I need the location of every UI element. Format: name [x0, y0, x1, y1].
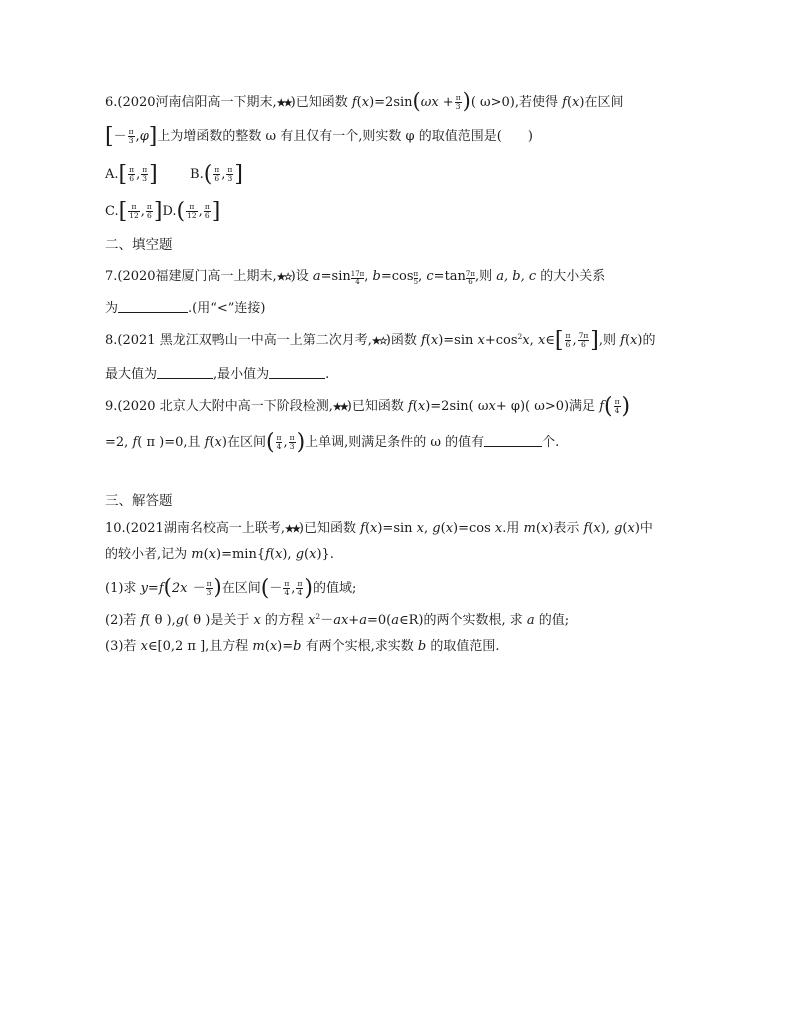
- section-answer-questions: 三、解答题: [105, 493, 173, 509]
- section-fill-in: 二、填空题: [105, 237, 173, 253]
- q6-options-ab: [105, 162, 243, 187]
- q7-line1: 7.(2020福建厦门高一上期末,★☆)设 a=sin $\frac{17\pi}{4}$ , b=cos $\frac{\pi}{5}$ , c=tan $\frac{7\pi}{6}$ ,则 a, b, c 的大小关系: [105, 269, 606, 286]
- option-a: A.[ $\frac{\pi}{6}$ , $\frac{\pi}{3}$ ]: [105, 162, 158, 187]
- q6-line2: [－ $\frac{\pi}{3}$ ,φ]上为增函数的整数 ω 有且仅有一个,则实数 φ 的取值范围是( ): [105, 124, 533, 149]
- q10-part1: (1)求 y=f(2x － $\frac{\pi}{3}$ )在区间(－ $\frac{\pi}{4}$ , $\frac{\pi}{4}$ )的值域;: [105, 575, 357, 601]
- q10-part2: (2)若 f( θ ),g( θ )是关于 x 的方程 x2－ax+a=0(a∈R)的两个实数根, 求 a 的值;: [105, 611, 570, 628]
- q6-options-cd: [105, 199, 221, 224]
- q7-line2: 为 .(用“<”连接): [105, 301, 266, 316]
- difficulty-stars-icon: ★★: [276, 98, 291, 109]
- q9-line2: =2, f( π )=0,且 f(x)在区间( $\frac{\pi}{4}$ , $\frac{\pi}{3}$ )上单调,则满足条件的 ω 的值有 个.: [105, 430, 560, 455]
- option-c: C.[ $\frac{\pi}{12}$ , $\frac{\pi}{6}$ ]: [105, 199, 163, 224]
- q6-line1: 6.(2020河南信阳高一下期末,★★)已知函数 f(x)=2sin(ωx + $\frac{\pi}{3}$ )( ω>0),若使得 f(x)在区间: [105, 89, 624, 113]
- difficulty-stars-icon: ★★: [332, 402, 347, 413]
- difficulty-stars-icon: ★★: [284, 524, 299, 535]
- answer-blank[interactable]: [484, 434, 542, 447]
- difficulty-stars-icon: ★☆: [276, 272, 291, 283]
- q10-line2: 的较小者,记为 m(x)=min{f(x), g(x)}.: [105, 547, 334, 562]
- option-d: D.( $\frac{\pi}{12}$ , $\frac{\pi}{6}$ ]: [162, 199, 221, 224]
- q10-part3: (3)若 x∈[0,2 π ],且方程 m(x)=b 有两个实根,求实数 b 的取值范围.: [105, 639, 500, 654]
- option-b: B.( $\frac{\pi}{6}$ , $\frac{\pi}{3}$ ]: [190, 162, 243, 187]
- q9-line1: 9.(2020 北京人大附中高一下阶段检测,★★)已知函数 f(x)=2sin( ωx+ φ)( ω>0)满足 f( $\frac{\pi}{4}$ ): [105, 394, 631, 419]
- q8-line2: 最大值为 ,最小值为 .: [105, 367, 330, 382]
- answer-blank[interactable]: [157, 366, 213, 379]
- answer-blank[interactable]: [269, 366, 325, 379]
- q8-line1: 8.(2021 黑龙江双鸭山一中高一上第二次月考,★☆)函数 f(x)=sin x+cos2x, x∈[ $\frac{\pi}{6}$ , $\frac{7\pi}{6}$ ],则 f(x)的: [105, 328, 656, 353]
- answer-blank[interactable]: [118, 300, 188, 313]
- q10-line1: 10.(2021湖南名校高一上联考,★★)已知函数 f(x)=sin x, g(x)=cos x.用 m(x)表示 f(x), g(x)中: [105, 520, 653, 539]
- difficulty-stars-icon: ★☆: [371, 336, 386, 347]
